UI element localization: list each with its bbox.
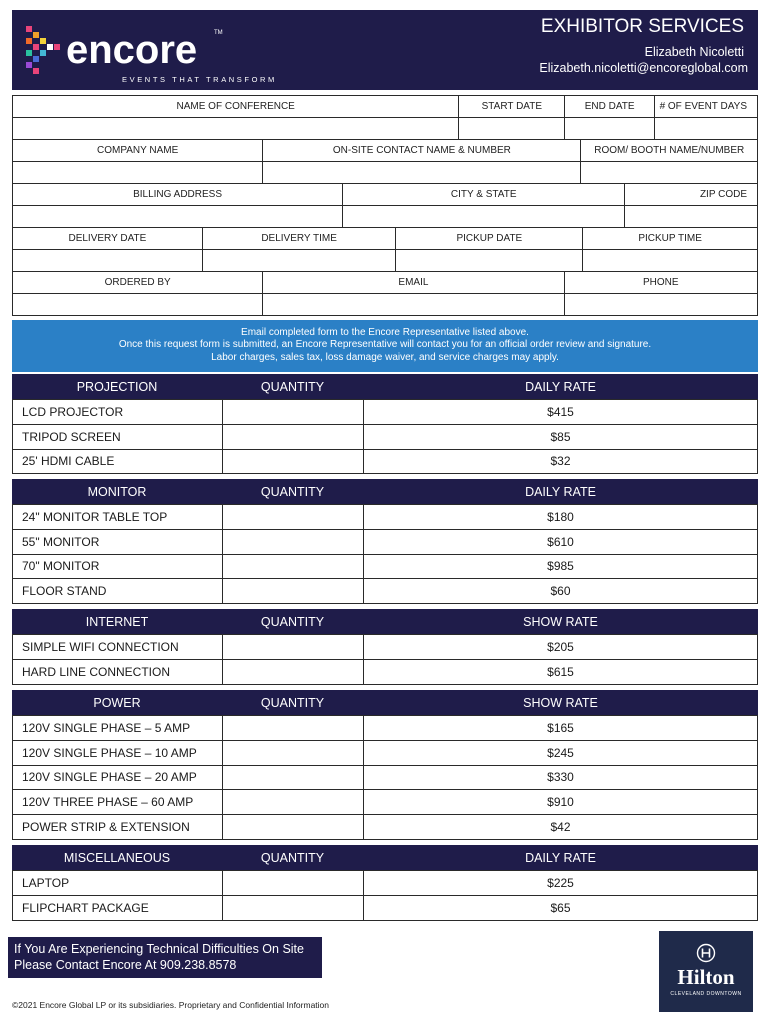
product-name: 24" MONITOR TABLE TOP [12,504,223,530]
quantity-input[interactable] [222,634,364,660]
product-name: HARD LINE CONNECTION [12,659,223,685]
quantity-input[interactable] [222,740,364,766]
product-rate: $60 [363,578,758,604]
product-row [12,579,758,604]
form-input-row [12,250,758,272]
product-rate: $245 [363,740,758,766]
quantity-input[interactable] [222,789,364,815]
form-label-row [12,96,758,118]
quantity-input[interactable] [222,449,364,475]
delivery-date-field[interactable] [12,249,203,272]
monitor-section [12,479,758,604]
logo-wordmark: encore [66,28,198,72]
form-input-row [12,206,758,228]
form-label-row [12,228,758,250]
form-label-row [12,272,758,294]
encore-logo [24,24,277,86]
product-row [12,815,758,840]
product-rate: $985 [363,554,758,580]
support-line-2: Please Contact Encore At 909.238.8578 [14,958,237,972]
product-name: LCD PROJECTOR [12,399,223,425]
product-name: SIMPLE WIFI CONNECTION [12,634,223,660]
contact-name: Elizabeth Nicoletti [644,45,744,59]
billing-address-label: BILLING ADDRESS [12,183,343,206]
email-label: EMAIL [262,271,564,294]
quantity-input[interactable] [222,814,364,840]
notice-line-1: Email completed form to the Encore Representative listed above. [241,327,529,338]
section-title: POWER [93,696,141,710]
billing-address-field[interactable] [12,205,343,228]
event-days-field[interactable] [654,117,758,140]
product-rate: $65 [363,895,758,921]
company-name-field[interactable] [12,161,263,184]
start-date-field[interactable] [458,117,565,140]
section-title: MONITOR [87,485,147,499]
product-row [12,790,758,815]
product-name: 120V SINGLE PHASE – 5 AMP [12,715,223,741]
submission-notice [12,320,758,372]
room-booth-label: ROOM/ BOOTH NAME/NUMBER [580,139,758,162]
product-row [12,871,758,896]
product-name: 120V SINGLE PHASE – 20 AMP [12,765,223,791]
product-row [12,741,758,766]
end-date-label: END DATE [564,95,655,118]
product-row [12,896,758,921]
section-title: PROJECTION [76,380,158,394]
event-info-form [12,96,758,316]
section-header [12,609,758,635]
form-label-row [12,184,758,206]
phone-field[interactable] [564,293,758,316]
company-name-label: COMPANY NAME [12,139,263,162]
support-line-1: If You Are Experiencing Technical Difficulties On Site [14,942,304,956]
room-booth-field[interactable] [580,161,758,184]
product-rate: $32 [363,449,758,475]
delivery-time-label: DELIVERY TIME [202,227,397,250]
hilton-emblem-icon [696,943,716,963]
product-rate: $85 [363,424,758,450]
phone-label: PHONE [564,271,758,294]
product-rate: $610 [363,529,758,555]
section-header [12,479,758,505]
email-field[interactable] [262,293,564,316]
rate-header: DAILY RATE [525,851,596,865]
product-rate: $180 [363,504,758,530]
product-row [12,766,758,791]
notice-line-2: Once this request form is submitted, an Encore Representative will contact you for an official order review and signature. [118,339,652,351]
quantity-input[interactable] [222,715,364,741]
product-name: LAPTOP [12,870,223,896]
quantity-header: QUANTITY [260,485,325,499]
delivery-time-field[interactable] [202,249,397,272]
hilton-wordmark: Hilton [677,965,735,989]
pickup-date-label: PICKUP DATE [395,227,583,250]
product-row [12,530,758,555]
quantity-input[interactable] [222,399,364,425]
quantity-input[interactable] [222,895,364,921]
product-row [12,505,758,530]
logo-tagline: EVENTS THAT TRANSFORM [122,75,277,84]
copyright-text: ©2021 Encore Global LP or its subsidiaries. Proprietary and Confidential Information [12,1000,329,1010]
product-rate: $225 [363,870,758,896]
product-name: 25' HDMI CABLE [12,449,223,475]
ordered-by-label: ORDERED BY [12,271,263,294]
internet-section [12,609,758,685]
product-name: 120V THREE PHASE – 60 AMP [12,789,223,815]
section-header [12,690,758,716]
quantity-input[interactable] [222,578,364,604]
power-section [12,690,758,840]
form-label-row [12,140,758,162]
city-state-label: CITY & STATE [342,183,625,206]
product-name: 120V SINGLE PHASE – 10 AMP [12,740,223,766]
hilton-logo [659,931,753,1012]
hilton-location: CLEVELAND DOWNTOWN [670,991,742,997]
quantity-header: QUANTITY [260,380,325,394]
quantity-input[interactable] [222,554,364,580]
logo-trademark: TM [214,30,223,36]
product-rate: $42 [363,814,758,840]
projection-section [12,374,758,474]
quantity-input[interactable] [222,424,364,450]
encore-logo-mark-icon [24,24,68,76]
product-name: 70" MONITOR [12,554,223,580]
form-input-row [12,118,758,140]
quantity-header: QUANTITY [260,615,325,629]
section-header [12,374,758,400]
rate-header: SHOW RATE [523,615,598,629]
product-row [12,635,758,660]
product-name: POWER STRIP & EXTENSION [12,814,223,840]
rate-header: DAILY RATE [525,485,596,499]
quantity-input[interactable] [222,529,364,555]
rate-header: SHOW RATE [523,696,598,710]
quantity-input[interactable] [222,765,364,791]
product-row [12,716,758,741]
product-rate: $415 [363,399,758,425]
quantity-input[interactable] [222,659,364,685]
product-rate: $330 [363,765,758,791]
onsite-contact-field[interactable] [262,161,581,184]
page-header [12,10,758,90]
miscellaneous-section [12,845,758,921]
end-date-field[interactable] [564,117,655,140]
quantity-input[interactable] [222,870,364,896]
notice-line-3: Labor charges, sales tax, loss damage waiver, and service charges may apply. [211,351,559,363]
city-state-field[interactable] [342,205,625,228]
tech-support-box [8,937,322,978]
product-row [12,660,758,685]
product-name: 55" MONITOR [12,529,223,555]
pickup-time-field[interactable] [582,249,758,272]
product-row [12,400,758,425]
contact-email-link[interactable]: Elizabeth.nicoletti@encoreglobal.com [539,61,748,75]
section-header [12,845,758,871]
rate-header: DAILY RATE [525,380,596,394]
product-name: FLIPCHART PACKAGE [12,895,223,921]
product-rate: $910 [363,789,758,815]
product-name: FLOOR STAND [12,578,223,604]
pickup-date-field[interactable] [395,249,583,272]
quantity-input[interactable] [222,504,364,530]
onsite-contact-label: ON-SITE CONTACT NAME & NUMBER [262,139,581,162]
product-rate: $165 [363,715,758,741]
form-input-row [12,162,758,184]
ordered-by-field[interactable] [12,293,263,316]
product-name: TRIPOD SCREEN [12,424,223,450]
event-days-label: # OF EVENT DAYS [654,95,758,118]
quantity-header: QUANTITY [260,696,325,710]
section-title: MISCELLANEOUS [63,851,171,865]
pickup-time-label: PICKUP TIME [582,227,758,250]
quantity-header: QUANTITY [260,851,325,865]
product-rate: $615 [363,659,758,685]
product-row [12,555,758,580]
product-rate: $205 [363,634,758,660]
form-input-row [12,294,758,316]
conference-name-label: NAME OF CONFERENCE [12,95,459,118]
conference-name-field[interactable] [12,117,459,140]
page-title: EXHIBITOR SERVICES [540,16,744,37]
product-row [12,425,758,450]
zip-code-label: ZIP CODE [624,183,758,206]
start-date-label: START DATE [458,95,565,118]
product-row [12,450,758,475]
section-title: INTERNET [85,615,149,629]
zip-code-field[interactable] [624,205,758,228]
delivery-date-label: DELIVERY DATE [12,227,203,250]
